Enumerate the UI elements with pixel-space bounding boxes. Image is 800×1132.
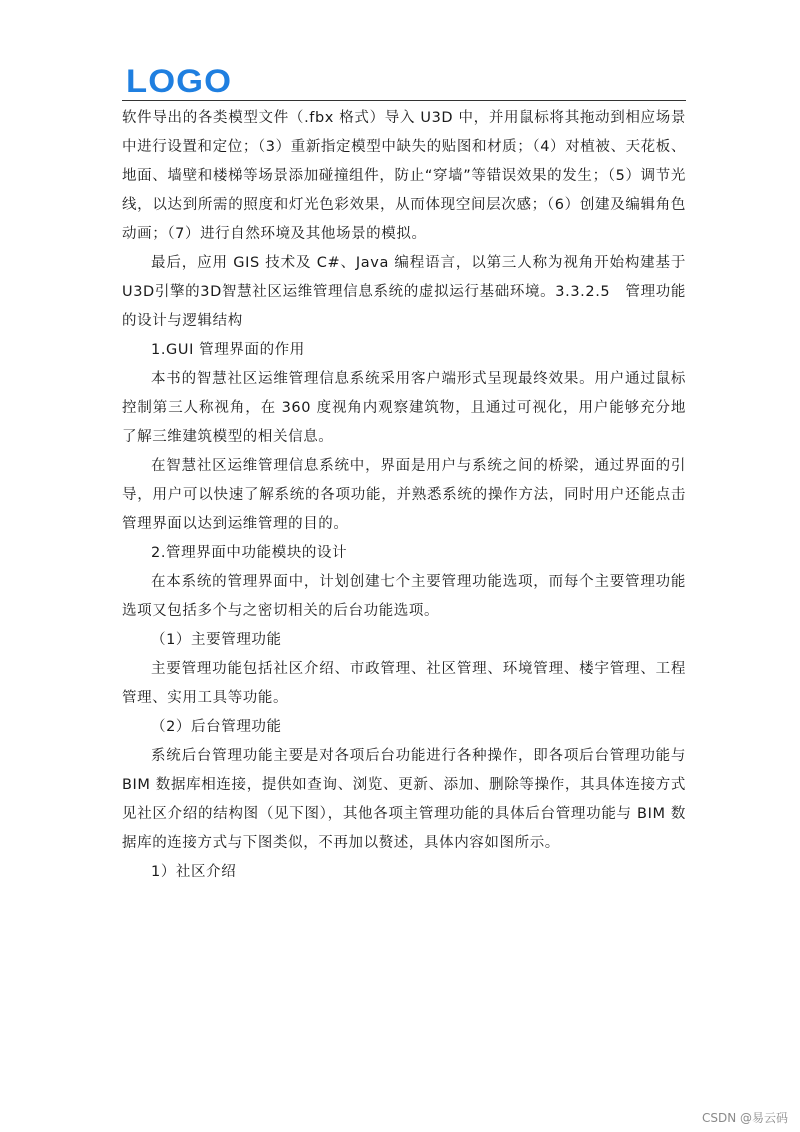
paragraph: 本书的智慧社区运维管理信息系统采用客户端形式呈现最终效果。用户通过鼠标控制第三人称视角，在 360 度视角内观察建筑物，且通过可视化，用户能够充分地了解三维建筑模型的相关信息。 (122, 371, 686, 445)
subsection-heading: 1）社区介绍 (151, 864, 237, 880)
document-body (122, 104, 686, 887)
subsection-heading: （2）后台管理功能 (151, 719, 282, 735)
paragraph: 在本系统的管理界面中，计划创建七个主要管理功能选项，而每个主要管理功能选项又包括多个与之密切相关的后台功能选项。 (122, 574, 686, 619)
section-heading: 2.管理界面中功能模块的设计 (151, 545, 348, 561)
header-divider (122, 100, 686, 101)
paragraph: 软件导出的各类模型文件（.fbx 格式）导入 U3D 中，并用鼠标将其拖动到相应场景中进行设置和定位；（3）重新指定模型中缺失的贴图和材质；（4）对植被、天花板、地面、墙壁和楼梯等场景添加碰撞组件，防止“穿墙”等错误效果的发生；（5）调节光线，以达到所需的照度和灯光色彩效果，从而体现空间层次感；（6）创建及编辑角色动画；（7）进行自然环境及其他场景的模拟。 (122, 110, 686, 242)
section-heading: 1.GUI 管理界面的作用 (151, 342, 305, 358)
logo: LOGO (126, 63, 233, 99)
paragraph: 最后，应用 GIS 技术及 C#、Java 编程语言，以第三人称为视角开始构建基于U3D引擎的3D智慧社区运维管理信息系统的虚拟运行基础环境。3.3.2.5 管理功能的设计与逻辑结构 (122, 255, 686, 329)
paragraph: 系统后台管理功能主要是对各项后台功能进行各种操作，即各项后台管理功能与 BIM 数据库相连接，提供如查询、浏览、更新、添加、删除等操作，其具体连接方式见社区介绍的结构图（见下图），其他各项主管理功能的具体后台管理功能与 BIM 数据库的连接方式与下图类似，不再加以赘述，具体内容如图所示。 (122, 748, 686, 851)
paragraph: 主要管理功能包括社区介绍、市政管理、社区管理、环境管理、楼宇管理、工程管理、实用工具等功能。 (122, 661, 686, 706)
paragraph: 在智慧社区运维管理信息系统中，界面是用户与系统之间的桥梁，通过界面的引导，用户可以快速了解系统的各项功能，并熟悉系统的操作方法，同时用户还能点击管理界面以达到运维管理的目的。 (122, 458, 686, 532)
subsection-heading: （1）主要管理功能 (151, 632, 282, 648)
csdn-watermark: CSDN @易云码 (701, 1111, 788, 1125)
